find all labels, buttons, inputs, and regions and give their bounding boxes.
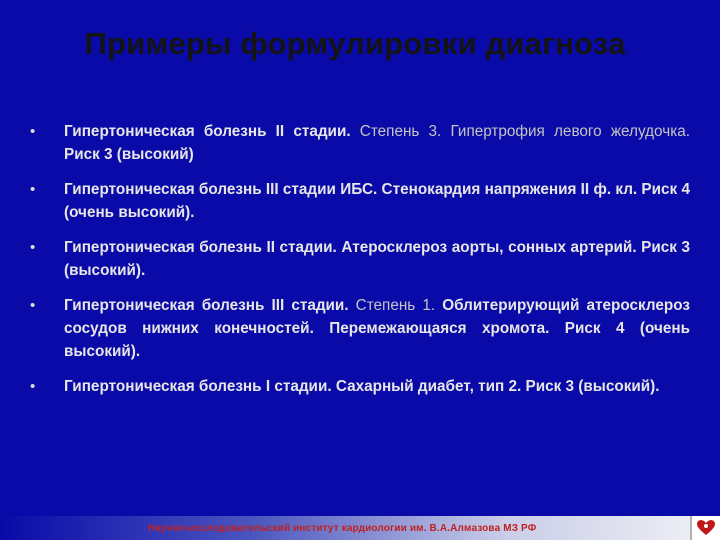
bullet-text-bold: Гипертоническая болезнь III стадии ИБС. Стенокардия напряжения II ф. кл. Риск 4 (очень высокий). [64,181,690,221]
bullet-icon: • [30,181,36,198]
footer-bar [0,516,720,540]
bullet-text-bold: Гипертоническая болезнь II стадии. Атеросклероз аорты, сонных артерий. Риск 3 (высокий). [64,239,690,279]
bullet-text-bold: Гипертоническая болезнь I стадии. Сахарный диабет, тип 2. Риск 3 (высокий). [64,378,660,395]
bullet-list [30,120,690,410]
bullet-text: Степень 3. Гипертрофия левого желудочка. [359,123,690,140]
bullet-text-bold: Гипертоническая болезнь II стадии. [64,123,360,140]
heart-logo-icon [696,519,716,537]
bullet-item [30,375,690,398]
institute-logo [690,516,720,540]
slide-title: Примеры формулировки диагноза [84,26,626,61]
bullet-text-bold: Гипертоническая болезнь III стадии. [64,297,356,314]
bullet-text-bold: Риск 3 (высокий) [64,146,194,163]
bullet-text: Степень 1. [355,297,443,314]
bullet-item [30,178,690,224]
footer-institute-name: Научно-исследовательский институт кардиологии им. В.А.Алмазова МЗ РФ [148,523,537,534]
bullet-icon: • [30,297,36,314]
bullet-item [30,120,690,166]
bullet-item [30,294,690,363]
bullet-text-bold: Облитерирующий атеросклероз сосудов нижних конечностей. Перемежающаяся хромота. Риск 4 (очень высокий). [64,297,690,360]
bullet-icon: • [30,239,36,256]
bullet-icon: • [30,378,36,395]
bullet-icon: • [30,123,36,140]
bullet-item [30,236,690,282]
